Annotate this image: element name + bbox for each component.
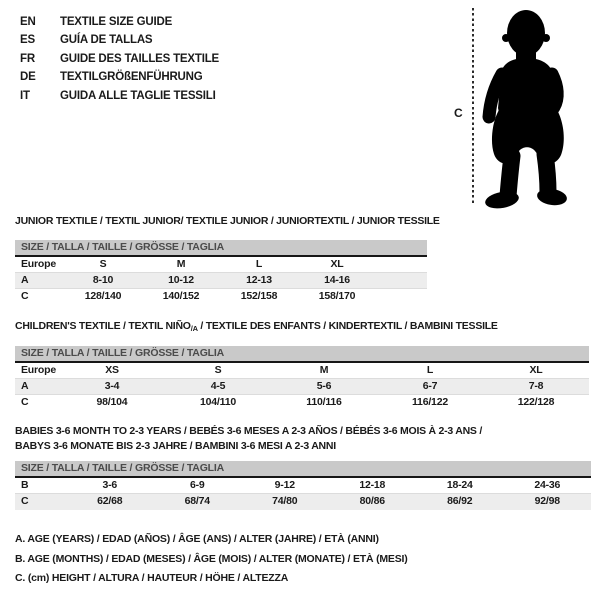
- size-cell: 6-7: [422, 380, 438, 392]
- size-cell: 18-24: [446, 479, 473, 491]
- lang-title: TEXTILGRÖßENFÜHRUNG: [60, 71, 203, 84]
- size-cell: 104/110: [200, 396, 236, 408]
- size-cell: [376, 257, 427, 272]
- size-cell: 5-6: [316, 380, 332, 392]
- note-height-cm: C. (cm) HEIGHT / ALTURA / HAUTEUR / HÖHE / ALTEZZA: [15, 572, 289, 584]
- children-title-prefix: CHILDREN'S TEXTILE / TEXTIL NIÑO: [15, 320, 191, 332]
- toddler-silhouette-icon: [479, 4, 579, 210]
- size-cell: 8-10: [92, 274, 114, 286]
- size-cell: 80/86: [359, 495, 385, 507]
- size-header-bar: SIZE / TALLA / TAILLE / GRÖSSE / TAGLIA: [15, 346, 589, 363]
- row-label: Europe: [21, 364, 56, 376]
- lang-title: GUIDA ALLE TAGLIE TESSILI: [60, 89, 216, 102]
- size-cell: 86/92: [447, 495, 473, 507]
- table-row: [15, 289, 427, 305]
- size-cell: 12-18: [359, 479, 386, 491]
- size-cell: M: [319, 364, 329, 376]
- lang-title: TEXTILE SIZE GUIDE: [60, 16, 173, 28]
- size-cell: 7-8: [528, 380, 544, 392]
- row-label: A: [21, 380, 29, 392]
- size-cell: 3-6: [102, 479, 118, 491]
- size-cell: 128/140: [84, 290, 122, 302]
- size-cell: 158/170: [318, 290, 356, 302]
- size-cell: [376, 289, 427, 305]
- size-cell: 10-12: [168, 274, 194, 286]
- size-cell: 74/80: [272, 495, 298, 507]
- babies-title-line2: BABYS 3-6 MONATE BIS 2-3 JAHRE / BAMBINI 3-6 MESI A 2-3 ANNI: [15, 440, 336, 452]
- lang-title: GUIDE DES TAILLES TEXTILE: [60, 52, 219, 65]
- size-cell: 4-5: [210, 380, 226, 392]
- note-age-years: A. AGE (YEARS) / EDAD (AÑOS) / ÂGE (ANS) / ALTER (JAHRE) / ETÀ (ANNI): [15, 533, 379, 545]
- children-section-title: [15, 320, 498, 333]
- size-cell: S: [214, 364, 222, 376]
- table-row: [15, 257, 427, 273]
- lang-code: IT: [20, 89, 30, 102]
- table-row: [15, 395, 589, 411]
- table-row: [15, 379, 589, 395]
- size-cell: 122/128: [517, 396, 555, 408]
- lang-code: DE: [20, 71, 36, 84]
- size-cell: 152/158: [240, 290, 278, 302]
- row-label: Europe: [21, 258, 56, 270]
- size-cell: 92/98: [534, 495, 560, 507]
- table-row: [15, 478, 591, 494]
- babies-section-title: [15, 424, 482, 454]
- table-row: [15, 273, 427, 289]
- size-cell: 12-13: [246, 274, 272, 286]
- babies-size-table: [15, 461, 591, 510]
- lang-code: ES: [20, 34, 35, 47]
- size-cell: XS: [105, 364, 119, 376]
- size-cell: XL: [529, 364, 543, 376]
- size-cell: 110/116: [306, 396, 342, 408]
- row-label: C: [21, 290, 29, 302]
- table-row: [15, 494, 591, 510]
- row-label: C: [21, 396, 29, 408]
- height-measure-label: C: [454, 106, 463, 120]
- size-cell: [376, 273, 427, 288]
- children-size-table: [15, 346, 589, 411]
- height-measure-figure: [448, 0, 600, 215]
- size-header-bar: SIZE / TALLA / TAILLE / GRÖSSE / TAGLIA: [15, 240, 427, 257]
- size-cell: 9-12: [274, 479, 295, 491]
- row-label: A: [21, 274, 29, 286]
- junior-section-title: JUNIOR TEXTILE / TEXTIL JUNIOR/ TEXTILE JUNIOR / JUNIORTEXTIL / JUNIOR TESSILE: [15, 215, 440, 227]
- table-row: [15, 363, 589, 379]
- lang-row-es: [20, 31, 219, 49]
- size-cell: L: [255, 258, 263, 270]
- size-cell: 24-36: [534, 479, 561, 491]
- size-cell: 14-16: [324, 274, 350, 286]
- size-cell: 140/152: [162, 290, 200, 302]
- lang-row-de: [20, 68, 219, 86]
- language-title-list: [20, 13, 219, 105]
- size-cell: XL: [330, 258, 344, 270]
- size-cell: 62/68: [97, 495, 123, 507]
- row-label: C: [21, 495, 29, 507]
- children-title-subscript: /A: [190, 324, 198, 333]
- lang-code: EN: [20, 16, 36, 28]
- size-header-bar: SIZE / TALLA / TAILLE / GRÖSSE / TAGLIA: [15, 461, 591, 478]
- height-dashed-line: [472, 8, 474, 205]
- lang-row-it: [20, 87, 219, 105]
- size-cell: S: [99, 258, 107, 270]
- size-cell: 116/122: [412, 396, 448, 408]
- lang-title: GUÍA DE TALLAS: [60, 34, 153, 47]
- legend-notes: [15, 530, 408, 589]
- junior-size-table: [15, 240, 427, 305]
- size-cell: 6-9: [189, 479, 205, 491]
- babies-title-line1: BABIES 3-6 MONTH TO 2-3 YEARS / BEBÉS 3-6 MESES A 2-3 AÑOS / BÉBÉS 3-6 MOIS À 2-3 ANS /: [15, 425, 483, 437]
- lang-code: FR: [20, 52, 35, 65]
- lang-row-en: [20, 13, 219, 31]
- note-age-months: B. AGE (MONTHS) / EDAD (MESES) / ÂGE (MOIS) / ALTER (MONATE) / ETÀ (MESI): [15, 552, 408, 565]
- size-cell: 3-4: [104, 380, 120, 392]
- row-label: B: [21, 479, 29, 491]
- lang-row-fr: [20, 50, 219, 68]
- size-cell: 98/104: [96, 396, 128, 408]
- children-title-suffix: / TEXTILE DES ENFANTS / KINDERTEXTIL / BAMBINI TESSILE: [197, 320, 498, 332]
- size-cell: L: [426, 364, 434, 376]
- size-cell: M: [176, 258, 186, 270]
- size-cell: 68/74: [184, 495, 210, 507]
